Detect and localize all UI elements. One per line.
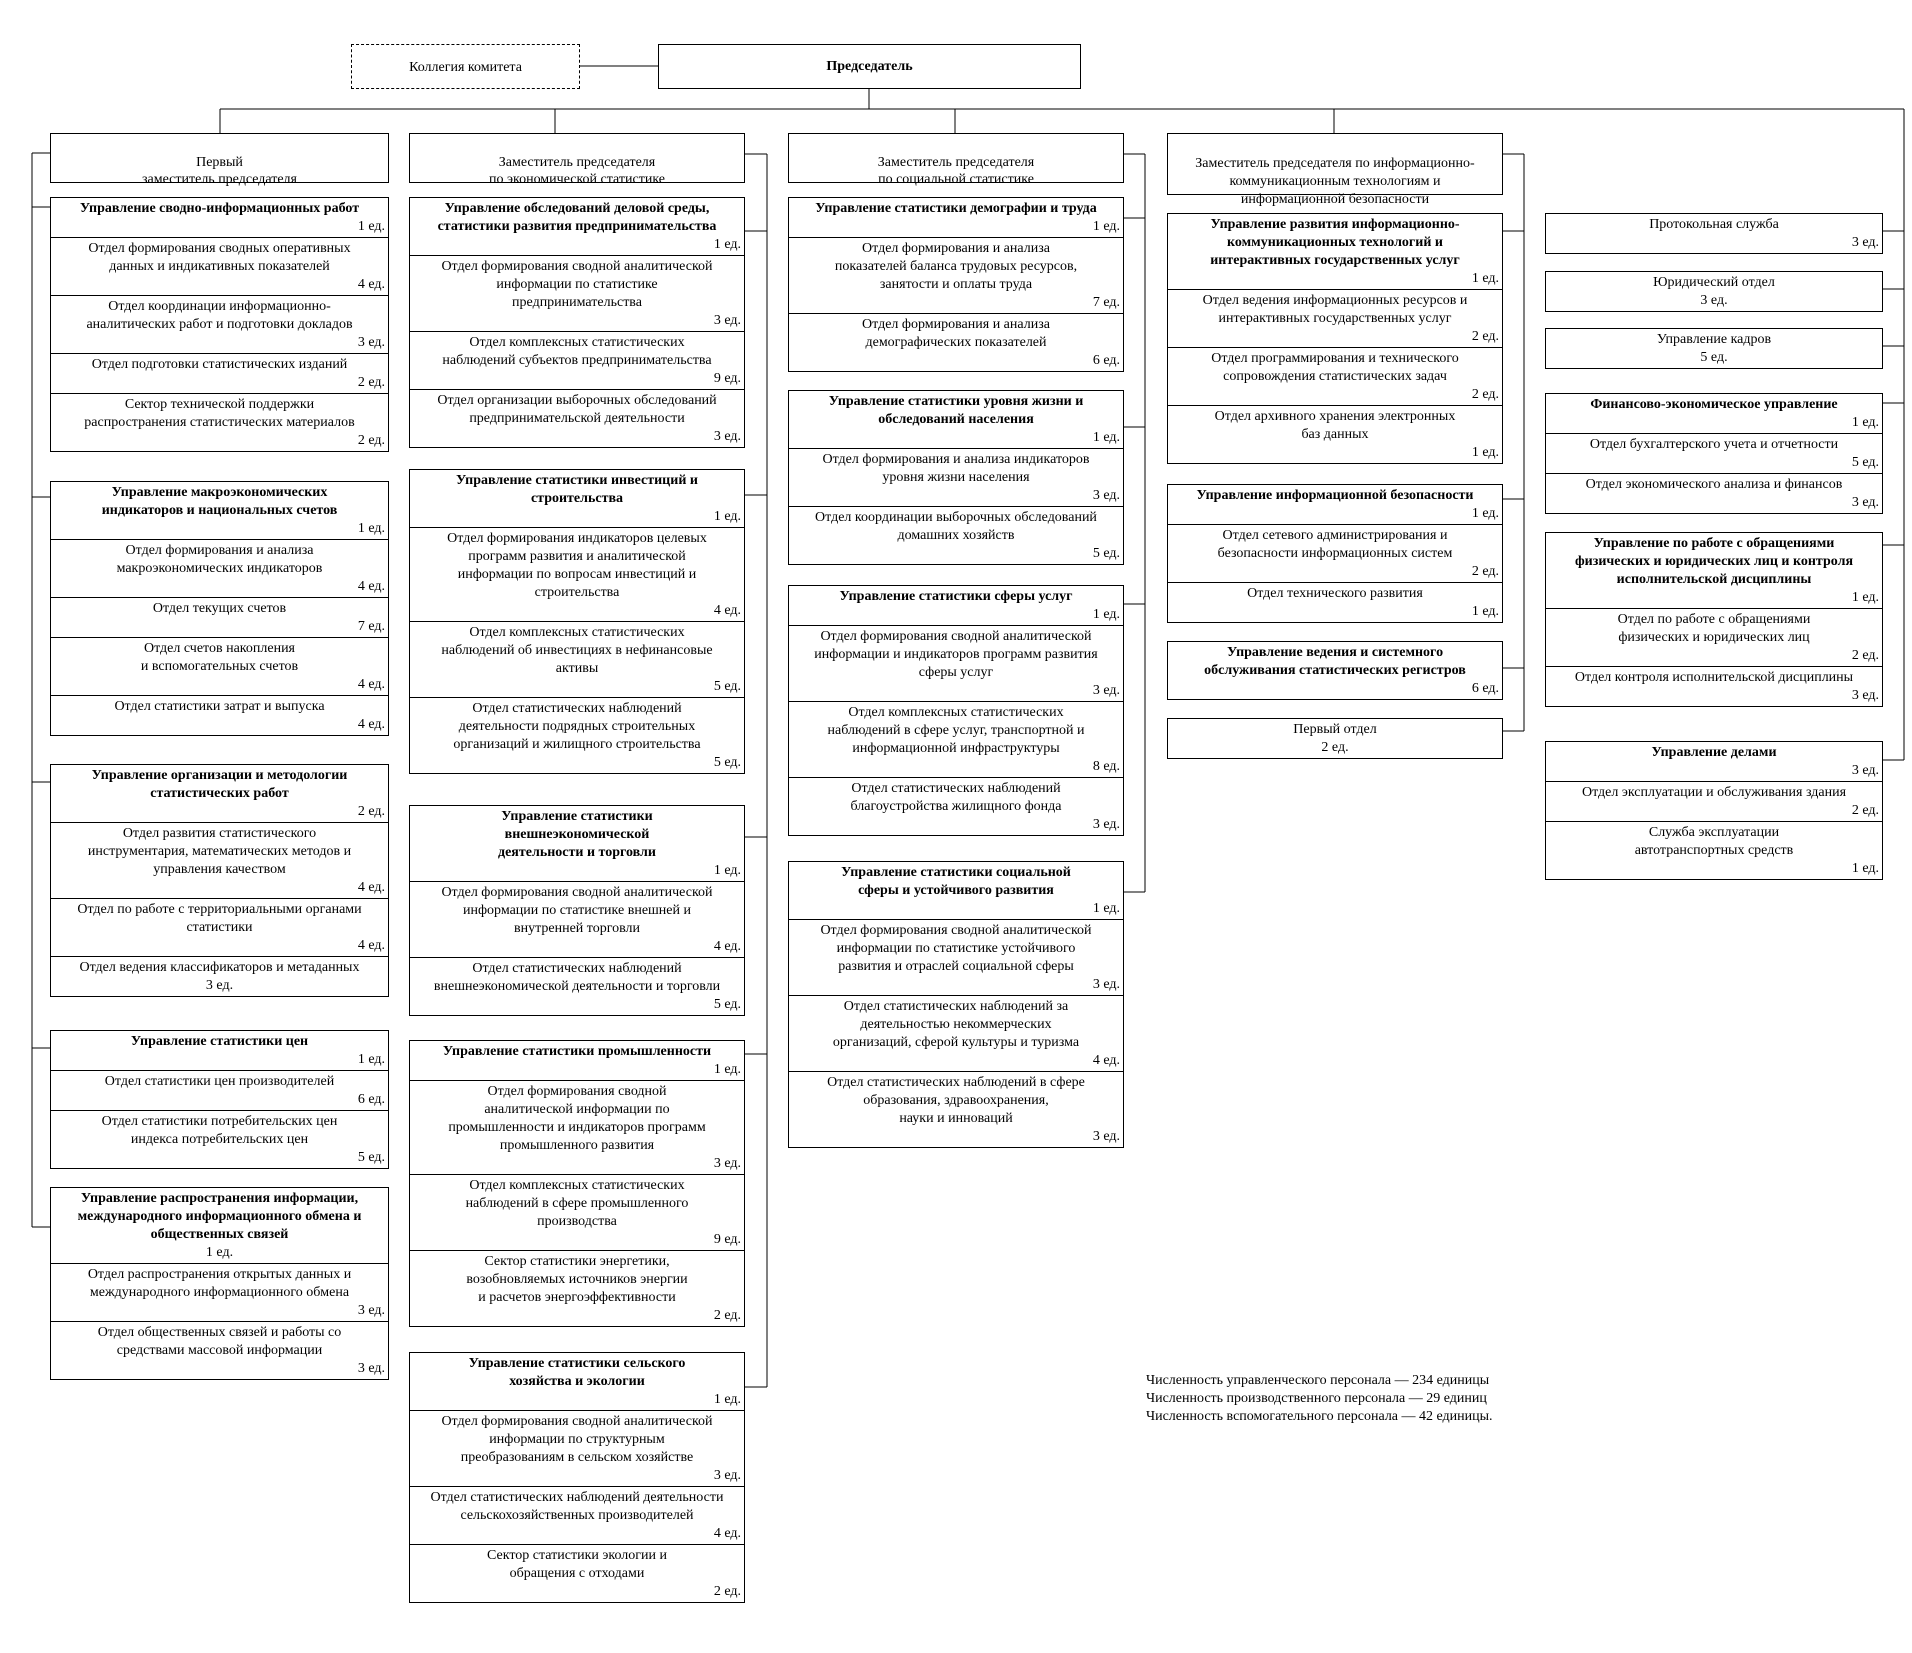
col2-unit-4-dept-1 (410, 1080, 744, 1174)
col5-unit-2 (1545, 271, 1883, 312)
col3-unit-3-dept-2 (789, 701, 1123, 777)
col2-unit-1-header-name: Управление обследований деловой среды, статистики развития предпринимательства (437, 201, 717, 234)
col1-unit-1-header-name: Управление сводно-информационных работ (79, 201, 360, 216)
col3-unit-1-dept-1-count: 7 ед. (1092, 295, 1120, 310)
col5-unit-2-header (1546, 272, 1882, 311)
col5-unit-6-dept-2-count: 1 ед. (1851, 861, 1879, 876)
col1-unit-4-dept-2-count: 5 ед. (357, 1150, 385, 1165)
col1-unit-3-dept-2 (51, 898, 388, 956)
col1-unit-3-dept-3 (51, 956, 388, 996)
col3-unit-1-dept-2-name: Отдел формирования и анализа демографических показателей (862, 317, 1050, 350)
col1-unit-3-dept-3-count: 3 ед. (205, 978, 234, 993)
col1-unit-4-dept-1-name: Отдел статистики цен производителей (104, 1074, 335, 1089)
col4-unit-1-dept-3 (1168, 405, 1502, 463)
col2-unit-3-header-count: 1 ед. (713, 863, 741, 878)
col4-unit-2-header-name: Управление информационной безопасности (1196, 488, 1474, 503)
col3-unit-4-dept-3-name: Отдел статистических наблюдений в сфере образования, здравоохранения, науки и инноваций (827, 1075, 1085, 1126)
col2-unit-5-header-count: 1 ед. (713, 1392, 741, 1407)
deputy-first (50, 133, 389, 187)
deputy-economic (409, 133, 745, 187)
col5-unit-4-dept-2-name: Отдел экономического анализа и финансов (1585, 477, 1843, 492)
col1-unit-5-header-name: Управление распространения информации, международного информационного обмена и общественных связей (77, 1191, 362, 1242)
col1-unit-1-dept-4-count: 2 ед. (357, 433, 385, 448)
col5-unit-3-header (1546, 329, 1882, 368)
col2-unit-1-dept-3 (410, 389, 744, 447)
col5-unit-1 (1545, 213, 1883, 254)
col2-unit-1-dept-2 (410, 331, 744, 389)
col1-unit-2-dept-3 (51, 637, 388, 695)
chairman-label: Председатель (826, 59, 913, 74)
col3-unit-1-header (789, 198, 1123, 237)
col4-unit-1-dept-1-name: Отдел ведения информационных ресурсов и интерактивных государственных услуг (1202, 293, 1468, 326)
col4-unit-1-header-count: 1 ед. (1471, 271, 1499, 286)
col4-unit-1-dept-3-count: 1 ед. (1471, 445, 1499, 460)
chairman-box (658, 44, 1081, 89)
col1-unit-2-dept-1-name: Отдел формирования и анализа макроэкономических индикаторов (116, 543, 323, 576)
col1-unit-1-header-count: 1 ед. (357, 219, 385, 234)
deputy-first-label: Первый заместитель председателя (142, 155, 297, 187)
col1-unit-4-header (51, 1031, 388, 1070)
col3-unit-1-header-count: 1 ед. (1092, 219, 1120, 234)
col2-unit-2-header-name: Управление статистики инвестиций и строительства (456, 473, 698, 506)
col1-unit-5-header-count: 1 ед. (205, 1245, 234, 1260)
col2-unit-2-dept-1-name: Отдел формирования индикаторов целевых программ развития и аналитической информации по вопросам инвестиций и строительства (447, 531, 707, 600)
col3-unit-4-header-count: 1 ед. (1092, 901, 1120, 916)
col2-unit-1-dept-2-count: 9 ед. (713, 371, 741, 386)
col2-unit-2 (409, 469, 745, 774)
col1-unit-1-dept-1-name: Отдел формирования сводных оперативных данных и индикативных показателей (88, 241, 351, 274)
col4-unit-2-header (1168, 485, 1502, 524)
col3-unit-4-header-name: Управление статистики социальной сферы и устойчивого развития (841, 865, 1071, 898)
col2-unit-3-dept-2-count: 5 ед. (713, 997, 741, 1012)
col3-unit-3-header-name: Управление статистики сферы услуг (839, 589, 1073, 604)
col2-unit-1-dept-1-name: Отдел формирования сводной аналитической информации по статистике предпринимательства (441, 259, 713, 310)
deputy-ict (1167, 133, 1503, 207)
col4-unit-2-header-count: 1 ед. (1471, 506, 1499, 521)
col1-unit-3-dept-2-count: 4 ед. (357, 938, 385, 953)
col1-unit-4-dept-2 (51, 1110, 388, 1168)
col4-unit-3 (1167, 641, 1503, 700)
col5-unit-6 (1545, 741, 1883, 880)
col4-unit-1-dept-1 (1168, 289, 1502, 347)
col4-unit-2-dept-2-count: 1 ед. (1471, 604, 1499, 619)
col3-unit-4-dept-1-name: Отдел формирования сводной аналитической информации по статистике устойчивого развития и отраслей социальной сферы (820, 923, 1092, 974)
col1-unit-4-dept-2-name: Отдел статистики потребительских цен индекса потребительских цен (101, 1114, 338, 1147)
col4-unit-3-header-count: 6 ед. (1471, 681, 1499, 696)
col3-unit-1 (788, 197, 1124, 372)
col1-unit-1-dept-3-count: 2 ед. (357, 375, 385, 390)
col3-unit-4-dept-2-count: 4 ед. (1092, 1053, 1120, 1068)
col3-unit-3 (788, 585, 1124, 836)
col2-unit-4-dept-2-name: Отдел комплексных статистических наблюдений в сфере промышленного производства (465, 1178, 689, 1229)
col2-unit-2-dept-1 (410, 527, 744, 621)
col5-unit-2-header-count: 3 ед. (1700, 293, 1728, 308)
col2-unit-5-dept-2-name: Отдел статистических наблюдений деятельности сельскохозяйственных производителей (430, 1490, 724, 1523)
col1-unit-5-dept-2 (51, 1321, 388, 1379)
col1-unit-4-dept-1-count: 6 ед. (357, 1092, 385, 1107)
col2-unit-4-dept-2 (410, 1174, 744, 1250)
col5-unit-5-header (1546, 533, 1882, 608)
col5-unit-3-header-name: Управление кадров (1656, 332, 1772, 347)
col3-unit-1-dept-1 (789, 237, 1123, 313)
col4-unit-2-dept-1 (1168, 524, 1502, 582)
col1-unit-4-header-count: 1 ед. (357, 1052, 385, 1067)
col2-unit-4-dept-1-name: Отдел формирования сводной аналитической информации по промышленности и индикаторов программ промышленного развития (448, 1084, 706, 1153)
col1-unit-2-dept-1-count: 4 ед. (357, 579, 385, 594)
col5-unit-4-dept-1 (1546, 433, 1882, 473)
col3-unit-3-dept-2-count: 8 ед. (1092, 759, 1120, 774)
col5-unit-5-dept-2-name: Отдел контроля исполнительской дисциплины (1574, 670, 1854, 685)
col1-unit-2-dept-3-count: 4 ед. (357, 677, 385, 692)
col2-unit-5-dept-3-name: Сектор статистики экологии и обращения с отходами (487, 1548, 667, 1581)
col3-unit-2-dept-2 (789, 506, 1123, 564)
col2-unit-2-dept-1-count: 4 ед. (713, 603, 741, 618)
col2-unit-4-header-name: Управление статистики промышленности (442, 1044, 712, 1059)
col2-unit-4-dept-3-count: 2 ед. (713, 1308, 741, 1323)
col5-unit-4-dept-1-count: 5 ед. (1851, 455, 1879, 470)
col1-unit-5-dept-1-count: 3 ед. (357, 1303, 385, 1318)
col1-unit-2 (50, 481, 389, 736)
col2-unit-2-header-count: 1 ед. (713, 509, 741, 524)
col1-unit-2-dept-2 (51, 597, 388, 637)
col5-unit-2-header-name: Юридический отдел (1653, 275, 1775, 290)
col5-unit-5 (1545, 532, 1883, 707)
col4-unit-1-dept-1-count: 2 ед. (1471, 329, 1499, 344)
col2-unit-5-dept-3-count: 2 ед. (713, 1584, 741, 1599)
totals-management: Численность управленческого персонала — 234 единицы (1146, 1373, 1490, 1388)
col3-unit-3-header (789, 586, 1123, 625)
col5-unit-6-dept-1-name: Отдел эксплуатации и обслуживания здания (1581, 785, 1847, 800)
col3-unit-4-dept-3 (789, 1071, 1123, 1147)
col5-unit-6-dept-1-count: 2 ед. (1851, 803, 1879, 818)
col3-unit-2-dept-1-count: 3 ед. (1092, 488, 1120, 503)
col2-unit-3-header (410, 806, 744, 881)
col1-unit-5-dept-1 (51, 1263, 388, 1321)
col4-unit-4-header-name: Первый отдел (1293, 722, 1377, 737)
deputy-social (788, 133, 1124, 187)
col2-unit-1-dept-2-name: Отдел комплексных статистических наблюдений субъектов предпринимательства (442, 335, 712, 368)
col5-unit-4-header-name: Финансово-экономическое управление (1590, 397, 1838, 412)
board-box (351, 44, 580, 89)
col1-unit-5-header (51, 1188, 388, 1263)
col1-unit-2-header (51, 482, 388, 539)
col1-unit-3-dept-1-name: Отдел развития статистического инструментария, математических методов и управления качеством (87, 826, 352, 877)
col1-unit-2-dept-3-name: Отдел счетов накопления и вспомогательных счетов (140, 641, 299, 674)
col3-unit-2-header (789, 391, 1123, 448)
col4-unit-4-header (1168, 719, 1502, 758)
col3-unit-4-header (789, 862, 1123, 919)
col5-unit-4-dept-2-count: 3 ед. (1851, 495, 1879, 510)
col4-unit-1-dept-2-name: Отдел программирования и технического сопровождения статистических задач (1211, 351, 1459, 384)
col2-unit-5-header-name: Управление статистики сельского хозяйства и экологии (468, 1356, 686, 1389)
col2-unit-1-dept-1-count: 3 ед. (713, 313, 741, 328)
col4-unit-1-dept-2 (1168, 347, 1502, 405)
col1-unit-2-header-count: 1 ед. (357, 521, 385, 536)
col2-unit-1-dept-3-name: Отдел организации выборочных обследований предпринимательской деятельности (437, 393, 717, 426)
col4-unit-1-header (1168, 214, 1502, 289)
col3-unit-4 (788, 861, 1124, 1148)
col4-unit-3-header-name: Управление ведения и системного обслуживания статистических регистров (1204, 645, 1466, 678)
col5-unit-6-dept-2-name: Служба эксплуатации автотранспортных средств (1634, 825, 1794, 858)
col1-unit-1 (50, 197, 389, 452)
col1-unit-3-dept-1 (51, 822, 388, 898)
totals-production: Численность производственного персонала — 29 единиц (1146, 1391, 1487, 1406)
col1-unit-3-header-count: 2 ед. (357, 804, 385, 819)
col2-unit-2-dept-3-name: Отдел статистических наблюдений деятельности подрядных строительных организаций и жилищного строительства (453, 701, 701, 752)
col4-unit-1-dept-3-name: Отдел архивного хранения электронных баз данных (1214, 409, 1456, 442)
deputy-social-label: Заместитель председателя по социальной статистике (877, 155, 1035, 187)
col3-unit-2-dept-1-name: Отдел формирования и анализа индикаторов уровня жизни населения (822, 452, 1090, 485)
col2-unit-2-dept-3-count: 5 ед. (713, 755, 741, 770)
col2-unit-4-header-count: 1 ед. (713, 1062, 741, 1077)
col1-unit-1-dept-3-name: Отдел подготовки статистических изданий (91, 357, 348, 372)
col1-unit-2-dept-4 (51, 695, 388, 735)
col5-unit-5-dept-1-name: Отдел по работе с обращениями физических и юридических лиц (1617, 612, 1811, 645)
col5-unit-3 (1545, 328, 1883, 369)
col1-unit-4 (50, 1030, 389, 1169)
col2-unit-3-header-name: Управление статистики внешнеэкономической деятельности и торговли (498, 809, 656, 860)
col4-unit-2 (1167, 484, 1503, 623)
col1-unit-3-dept-3-name: Отдел ведения классификаторов и метаданных (79, 960, 360, 975)
col2-unit-5 (409, 1352, 745, 1603)
col1-unit-3-header (51, 765, 388, 822)
col2-unit-4-dept-1-count: 3 ед. (713, 1156, 741, 1171)
col2-unit-3-dept-1 (410, 881, 744, 957)
col5-unit-1-header (1546, 214, 1882, 253)
col3-unit-3-dept-2-name: Отдел комплексных статистических наблюдений в сфере услуг, транспортной и информационной инфраструктуры (827, 705, 1085, 756)
col1-unit-2-dept-4-name: Отдел статистики затрат и выпуска (114, 699, 325, 714)
col1-unit-2-dept-1 (51, 539, 388, 597)
col5-unit-3-header-count: 5 ед. (1700, 350, 1728, 365)
col1-unit-5-dept-2-count: 3 ед. (357, 1361, 385, 1376)
col2-unit-4-dept-2-count: 9 ед. (713, 1232, 741, 1247)
col5-unit-1-header-count: 3 ед. (1851, 235, 1879, 250)
col4-unit-3-header (1168, 642, 1502, 699)
col3-unit-4-dept-1 (789, 919, 1123, 995)
col5-unit-1-header-name: Протокольная служба (1649, 217, 1779, 232)
col1-unit-3-dept-2-name: Отдел по работе с территориальными органами статистики (77, 902, 362, 935)
col3-unit-1-dept-1-name: Отдел формирования и анализа показателей баланса трудовых ресурсов, занятости и оплаты труда (834, 241, 1078, 292)
staff-totals (1146, 1372, 1493, 1426)
col1-unit-3-dept-1-count: 4 ед. (357, 880, 385, 895)
col3-unit-1-header-name: Управление статистики демографии и труда (815, 201, 1097, 216)
col5-unit-4-dept-2 (1546, 473, 1882, 513)
col1-unit-3-header-name: Управление организации и методологии статистических работ (91, 768, 348, 801)
col3-unit-4-dept-2-name: Отдел статистических наблюдений за деятельностью некоммерческих организаций, сферой культуры и туризма (832, 999, 1080, 1050)
col3-unit-3-dept-1 (789, 625, 1123, 701)
col5-unit-4-header-count: 1 ед. (1851, 415, 1879, 430)
col1-unit-1-dept-2-count: 3 ед. (357, 335, 385, 350)
col3-unit-1-dept-2-count: 6 ед. (1092, 353, 1120, 368)
col5-unit-6-header-count: 3 ед. (1851, 763, 1879, 778)
col1-unit-1-dept-1 (51, 237, 388, 295)
col3-unit-2-header-count: 1 ед. (1092, 430, 1120, 445)
col2-unit-5-dept-2-count: 4 ед. (713, 1526, 741, 1541)
col2-unit-5-dept-3 (410, 1544, 744, 1602)
col1-unit-2-dept-4-count: 4 ед. (357, 717, 385, 732)
col3-unit-2-header-name: Управление статистики уровня жизни и обследований населения (828, 394, 1084, 427)
col2-unit-5-dept-1 (410, 1410, 744, 1486)
col5-unit-6-dept-2 (1546, 821, 1882, 879)
col4-unit-4 (1167, 718, 1503, 759)
col3-unit-2-dept-2-name: Отдел координации выборочных обследований домашних хозяйств (815, 510, 1097, 543)
col2-unit-1 (409, 197, 745, 448)
col5-unit-4 (1545, 393, 1883, 514)
col3-unit-2-dept-2-count: 5 ед. (1092, 546, 1120, 561)
deputy-ict-label: Заместитель председателя по информационно- коммуникационным технологиям и информационной безопасности (1195, 156, 1475, 207)
col3-unit-3-dept-3-name: Отдел статистических наблюдений благоустройства жилищного фонда (850, 781, 1062, 814)
col2-unit-3-dept-2-name: Отдел статистических наблюдений внешнеэкономической деятельности и торговли (433, 961, 721, 994)
col2-unit-3-dept-1-count: 4 ед. (713, 939, 741, 954)
col2-unit-5-dept-1-count: 3 ед. (713, 1468, 741, 1483)
col1-unit-1-dept-2 (51, 295, 388, 353)
col3-unit-3-header-count: 1 ед. (1092, 607, 1120, 622)
col4-unit-2-dept-1-name: Отдел сетевого администрирования и безопасности информационных систем (1217, 528, 1453, 561)
board-label: Коллегия комитета (409, 60, 522, 75)
col3-unit-3-dept-3 (789, 777, 1123, 835)
col2-unit-1-header (410, 198, 744, 255)
col5-unit-5-dept-2 (1546, 666, 1882, 706)
col4-unit-4-header-count: 2 ед. (1321, 740, 1349, 755)
col5-unit-5-dept-1 (1546, 608, 1882, 666)
col2-unit-5-dept-2 (410, 1486, 744, 1544)
col2-unit-3 (409, 805, 745, 1016)
col3-unit-3-dept-1-name: Отдел формирования сводной аналитической информации и индикаторов программ развития сферы услуг (814, 629, 1098, 680)
col5-unit-5-dept-2-count: 3 ед. (1851, 688, 1879, 703)
col1-unit-3 (50, 764, 389, 997)
col1-unit-2-dept-2-name: Отдел текущих счетов (152, 601, 287, 616)
col5-unit-5-header-name: Управление по работе с обращениями физических и юридических лиц и контроля исполнительской дисциплины (1574, 536, 1854, 587)
col2-unit-1-header-count: 1 ед. (713, 237, 741, 252)
col3-unit-2-dept-1 (789, 448, 1123, 506)
col1-unit-5-dept-1-name: Отдел распространения открытых данных и международного информационного обмена (87, 1267, 352, 1300)
totals-auxiliary: Численность вспомогательного персонала — 42 единицы. (1146, 1409, 1493, 1424)
col1-unit-4-dept-1 (51, 1070, 388, 1110)
col1-unit-2-dept-2-count: 7 ед. (357, 619, 385, 634)
col2-unit-3-dept-1-name: Отдел формирования сводной аналитической информации по статистике внешней и внутренней торговли (441, 885, 713, 936)
col3-unit-3-dept-3-count: 3 ед. (1092, 817, 1120, 832)
col2-unit-1-dept-3-count: 3 ед. (713, 429, 741, 444)
col4-unit-2-dept-2-name: Отдел технического развития (1247, 586, 1423, 601)
col2-unit-5-header (410, 1353, 744, 1410)
col2-unit-1-dept-1 (410, 255, 744, 331)
col4-unit-2-dept-2 (1168, 582, 1502, 622)
col5-unit-4-header (1546, 394, 1882, 433)
col2-unit-4-header (410, 1041, 744, 1080)
col1-unit-1-dept-1-count: 4 ед. (357, 277, 385, 292)
col1-unit-2-header-name: Управление макроэкономических индикаторов и национальных счетов (101, 485, 338, 518)
col1-unit-1-dept-2-name: Отдел координации информационно- аналитических работ и подготовки докладов (86, 299, 353, 332)
col5-unit-6-dept-1 (1546, 781, 1882, 821)
col1-unit-5-dept-2-name: Отдел общественных связей и работы со средствами массовой информации (97, 1325, 342, 1358)
col1-unit-1-header (51, 198, 388, 237)
col2-unit-2-dept-2 (410, 621, 744, 697)
deputy-economic-label: Заместитель председателя по экономической статистике (488, 155, 666, 187)
col1-unit-1-dept-4-name: Сектор технической поддержки распространения статистических материалов (84, 397, 355, 430)
col5-unit-4-dept-1-name: Отдел бухгалтерского учета и отчетности (1589, 437, 1839, 452)
col2-unit-5-dept-1-name: Отдел формирования сводной аналитической информации по структурным преобразованиям в сельском хозяйстве (441, 1414, 713, 1465)
col3-unit-4-dept-3-count: 3 ед. (1092, 1129, 1120, 1144)
col1-unit-4-header-name: Управление статистики цен (130, 1034, 309, 1049)
col3-unit-1-dept-2 (789, 313, 1123, 371)
col4-unit-2-dept-1-count: 2 ед. (1471, 564, 1499, 579)
col1-unit-1-dept-4 (51, 393, 388, 451)
col2-unit-2-dept-2-count: 5 ед. (713, 679, 741, 694)
col1-unit-1-dept-3 (51, 353, 388, 393)
col3-unit-4-dept-1-count: 3 ед. (1092, 977, 1120, 992)
col2-unit-2-dept-2-name: Отдел комплексных статистических наблюдений об инвестициях в нефинансовые активы (441, 625, 713, 676)
col2-unit-2-header (410, 470, 744, 527)
col3-unit-3-dept-1-count: 3 ед. (1092, 683, 1120, 698)
col3-unit-2 (788, 390, 1124, 565)
col2-unit-4 (409, 1040, 745, 1327)
col4-unit-1-header-name: Управление развития информационно- коммуникационных технологий и интерактивных государственных услуг (1210, 217, 1460, 268)
col3-unit-4-dept-2 (789, 995, 1123, 1071)
col2-unit-4-dept-3 (410, 1250, 744, 1326)
col2-unit-4-dept-3-name: Сектор статистики энергетики, возобновляемых источников энергии и расчетов энергоэффективности (466, 1254, 688, 1305)
col5-unit-6-header (1546, 742, 1882, 781)
col4-unit-1-dept-2-count: 2 ед. (1471, 387, 1499, 402)
col5-unit-5-header-count: 1 ед. (1851, 590, 1879, 605)
col5-unit-6-header-name: Управление делами (1651, 745, 1777, 760)
col5-unit-5-dept-1-count: 2 ед. (1851, 648, 1879, 663)
col1-unit-5 (50, 1187, 389, 1380)
col4-unit-1 (1167, 213, 1503, 464)
col2-unit-3-dept-2 (410, 957, 744, 1015)
col2-unit-2-dept-3 (410, 697, 744, 773)
